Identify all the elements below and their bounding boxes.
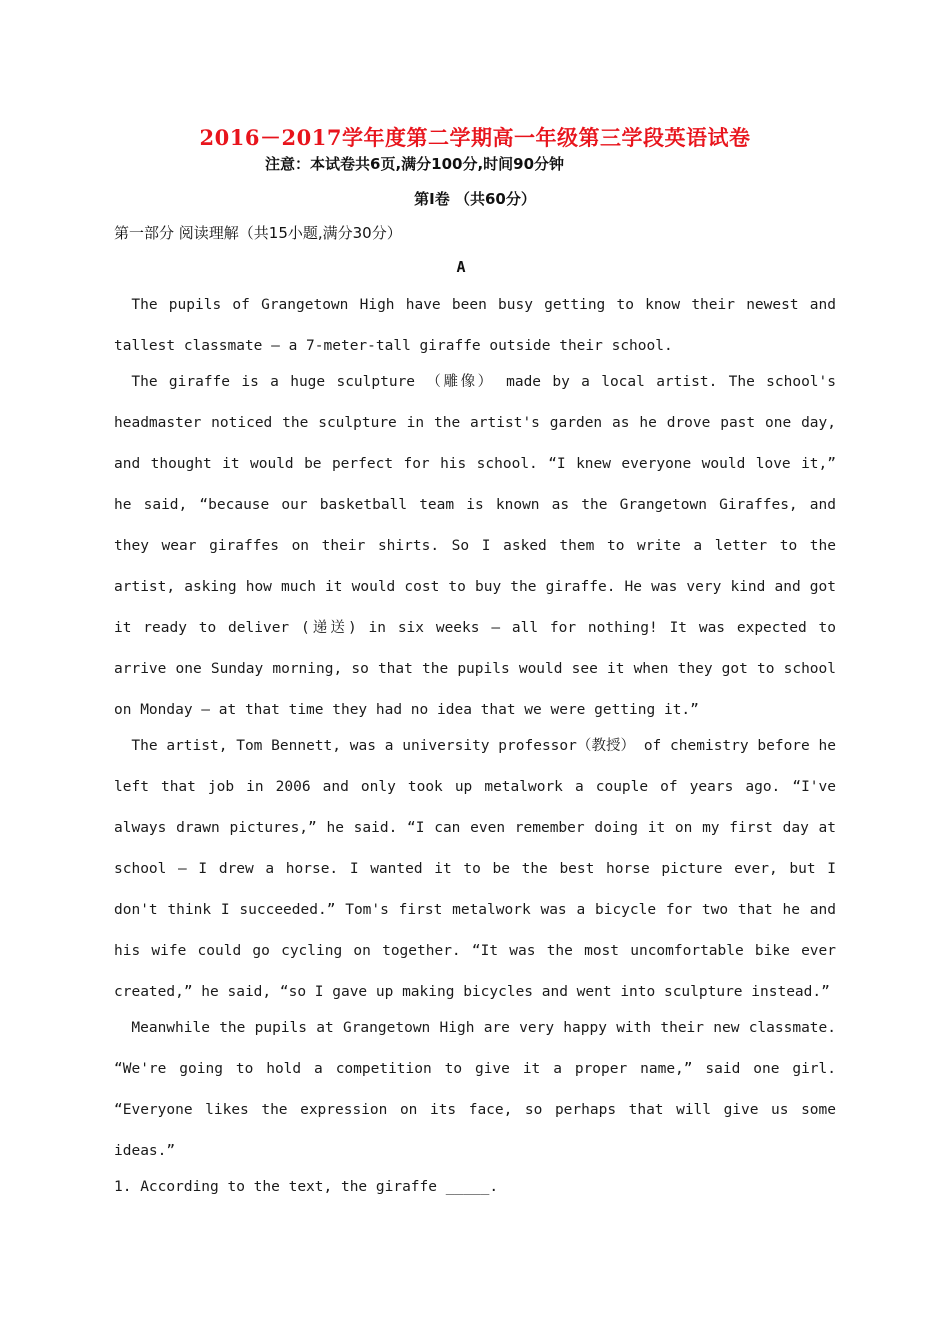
question-1: 1. According to the text, the giraffe _____. xyxy=(114,1179,499,1195)
passage-paragraph: The giraffe is a huge sculpture （雕像） made by a local artist. The school's headmaster noticed the sculpture in the artist's garden as he drove past one day, and thought it would be perfect for his school. “I knew everyone would love it,” he said, “because our basketball team is known as the Grangetown Giraffes, and they wear giraffes on their shirts. So I asked them to write a letter to the artist, asking how much it would cost to buy the giraffe. He was very kind and got it ready to deliver (递送) in six weeks — all for nothing! It was expected to arrive one Sunday morning, so that the pupils would see it when they got to school on Monday — at that time they had no idea that we were getting it.” xyxy=(114,374,836,718)
passage-paragraph: The artist, Tom Bennett, was a university professor（教授） of chemistry before he left that job in 2006 and only took up metalwork a couple of years ago. “I've always drawn pictures,” he said. “I can even remember doing it on my first day at school — I drew a horse. I wanted it to be the best horse picture ever, but I don't think I succeeded.” Tom's first metalwork was a bicycle for two that he and his wife could go cycling on together. “It was the most uncomfortable bike ever created,” he said, “so I gave up making bicycles and went into sculpture instead.” xyxy=(114,738,836,1000)
volume-heading: 第Ⅰ卷 （共60分） xyxy=(414,190,536,208)
exam-note: 注意：本试卷共6页,满分100分,时间90分钟 xyxy=(265,155,565,173)
reading-passage xyxy=(114,285,836,1203)
exam-title: 2016－2017学年度第二学期高一年级第三学段英语试卷 xyxy=(199,125,751,150)
passage-paragraph: Meanwhile the pupils at Grangetown High are very happy with their new classmate. “We're going to hold a competition to give it a proper name,” said one girl. “Everyone likes the expression on its face, so perhaps that will give us some ideas.” xyxy=(114,1020,836,1159)
passage-paragraph: The pupils of Grangetown High have been busy getting to know their newest and tallest classmate — a 7-meter-tall giraffe outside their school. xyxy=(114,297,836,354)
part-heading: 第一部分 阅读理解（共15小题,满分30分） xyxy=(114,224,402,242)
section-label: A xyxy=(456,258,466,276)
